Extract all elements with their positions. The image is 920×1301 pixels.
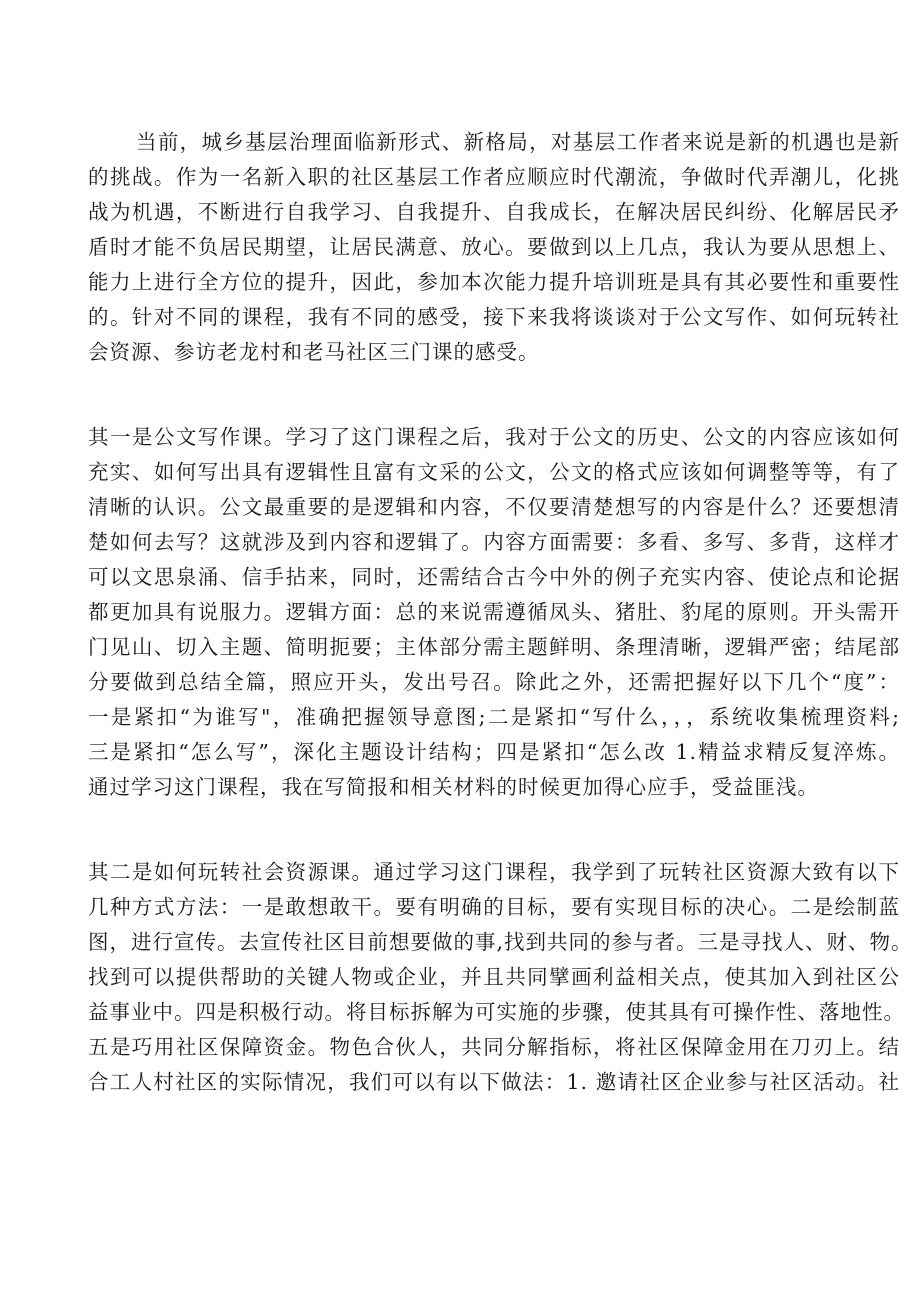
text-line: 盾时才能不负居民期望，让居民满意、放心。要做到以上几点，我认为要从思想上、 xyxy=(88,235,900,259)
paragraph-official-writing xyxy=(88,420,900,805)
text-line: 益事业中。四是积极行动。将目标拆解为可实施的步骤，使其具有可操作性、落地性。 xyxy=(88,1000,905,1024)
text-line: 楚如何去写？这就涉及到内容和逻辑了。内容方面需要：多看、多写、多背，这样才 xyxy=(88,530,900,554)
text-line: 五是巧用社区保障资金。物色合伙人，共同分解指标，将社区保障金用在刀刃上。结 xyxy=(88,1035,900,1059)
text-line: 通过学习这门课程，我在写简报和相关材料的时候更加得心应手，受益匪浅。 xyxy=(88,775,819,799)
text-line: 清晰的认识。公文最重要的是逻辑和内容，不仅要清楚想写的内容是什么？还要想清 xyxy=(88,495,900,519)
text-line: 图，进行宣传。去宣传社区目前想要做的事,找到共同的参与者。三是寻找人、财、物。 xyxy=(88,930,913,954)
text-line: 充实、如何写出具有逻辑性且富有文采的公文，公文的格式应该如何调整等等，有了 xyxy=(88,460,900,484)
text-line: 分要做到总结全篇，照应开头，发出号召。除此之外，还需把握好以下几个“度”： xyxy=(88,670,900,694)
paragraph-intro xyxy=(88,125,900,370)
text-line: 门见山、切入主题、简明扼要；主体部分需主题鲜明、条理清晰，逻辑严密；结尾部 xyxy=(88,635,900,659)
text-line: 战为机遇，不断进行自我学习、自我提升、自我成长，在解决居民纠纷、化解居民矛 xyxy=(88,200,900,224)
text-line: 会资源、参访老龙村和老马社区三门课的感受。 xyxy=(88,340,540,364)
text-line: 其一是公文写作课。学习了这门课程之后，我对于公文的历史、公文的内容应该如何 xyxy=(88,425,900,449)
text-line: 几种方式方法：一是敢想敢干。要有明确的目标，要有实现目标的决心。二是绘制蓝 xyxy=(88,895,900,919)
text-line: 一是紧扣“为谁写"，准确把握领导意图;二是紧扣“写什么，，，系统收集梳理资料; xyxy=(88,705,900,729)
text-line: 可以文思泉涌、信手拈来，同时，还需结合古今中外的例子充实内容、使论点和论据 xyxy=(88,565,900,589)
text-line: 三是紧扣“怎么写”，深化主题设计结构；四是紧扣“怎么改 1.精益求精反复淬炼。 xyxy=(88,740,900,764)
text-line: 当前，城乡基层治理面临新形式、新格局，对基层工作者来说是新的机遇也是新 xyxy=(136,130,900,154)
paragraph-social-resources xyxy=(88,855,913,1100)
text-line: 找到可以提供帮助的关键人物或企业，并且共同擘画利益相关点，使其加入到社区公 xyxy=(88,965,900,989)
text-line: 的挑战。作为一名新入职的社区基层工作者应顺应时代潮流，争做时代弄潮儿，化挑 xyxy=(88,165,900,189)
text-line: 其二是如何玩转社会资源课。通过学习这门课程，我学到了玩转社区资源大致有以下 xyxy=(88,860,900,884)
text-line: 能力上进行全方位的提升，因此，参加本次能力提升培训班是具有其必要性和重要性 xyxy=(88,270,900,294)
text-line: 的。针对不同的课程，我有不同的感受，接下来我将谈谈对于公文写作、如何玩转社 xyxy=(88,305,900,329)
text-line: 合工人村社区的实际情况，我们可以有以下做法：1. 邀请社区企业参与社区活动。社 xyxy=(88,1070,900,1094)
text-line: 都更加具有说服力。逻辑方面：总的来说需遵循凤头、猪肚、豹尾的原则。开头需开 xyxy=(88,600,900,624)
